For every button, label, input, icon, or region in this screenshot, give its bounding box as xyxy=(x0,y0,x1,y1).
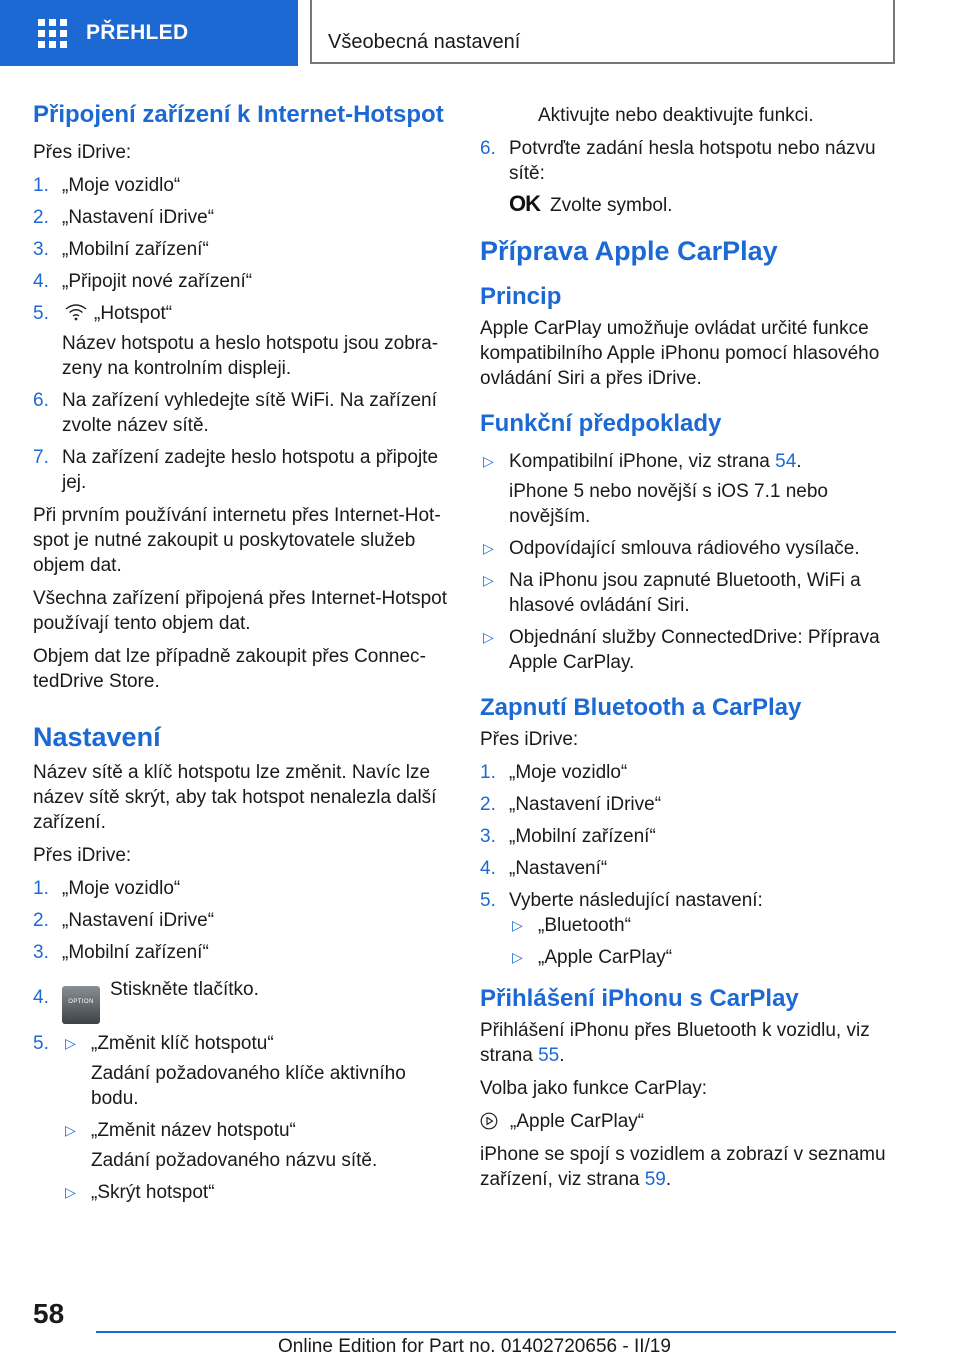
list-item: ▷ „Skrýt hotspot“ xyxy=(65,1182,215,1203)
bluetooth-heading: Zapnutí Bluetooth a CarPlay xyxy=(480,694,802,721)
via-idrive-text: Přes iDrive: xyxy=(33,845,132,866)
carplay-heading: Příprava Apple CarPlay xyxy=(480,236,778,266)
play-circle-icon xyxy=(480,1112,498,1130)
paragraph: Objem dat lze případně zakoupit přes ConnectedDrive Store. xyxy=(33,646,426,692)
hotspot-steps xyxy=(33,173,453,495)
ok-icon: OK xyxy=(509,191,540,216)
triangle-bullet-icon: ▷ xyxy=(65,1035,76,1051)
prereq-heading: Funkční předpoklady xyxy=(480,410,722,437)
overview-tab-label: PŘEHLED xyxy=(86,21,189,44)
triangle-bullet-icon: ▷ xyxy=(512,917,523,933)
option-button-icon: OPTION xyxy=(62,986,100,1024)
triangle-bullet-icon: ▷ xyxy=(483,453,494,469)
grid-menu-icon xyxy=(38,19,67,48)
login-heading: Přihlášení iPhonu s CarPlay xyxy=(480,985,799,1012)
list-item: 5. ▷ „Změnit klíč hotspotu“ Zadání požadovaného klíče aktivního bodu. ▷ „Změnit název hotspotu“ Zadání požadovaného názvu sítě. ▷ „Skrýt hotspot“ xyxy=(33,1031,453,1205)
list-item: 3. „Mobilní zařízení“ xyxy=(33,942,209,963)
page-link[interactable]: 54 xyxy=(775,451,797,472)
list-item: 5. „Hotspot“ Název hotspotu a heslo hotspotu jsou zobrazeny na kontrolním displeji. xyxy=(33,303,439,379)
list-item: ▷ „Bluetooth“ xyxy=(512,915,631,936)
list-item: 5. Vyberte následující nastavení: ▷ „Bluetooth“ ▷ „Apple CarPlay“ xyxy=(480,888,900,970)
wifi-icon xyxy=(64,303,88,321)
triangle-bullet-icon: ▷ xyxy=(483,540,494,556)
continuation-text: Aktivujte nebo deaktivujte funkci. xyxy=(538,105,814,126)
list-item: 2. „Nastavení iDrive“ xyxy=(480,794,662,815)
page-header xyxy=(0,0,960,66)
page-link[interactable]: 55 xyxy=(538,1045,560,1066)
principle-heading: Princip xyxy=(480,283,562,310)
function-select-text: Volba jako funkce CarPlay: xyxy=(480,1078,708,1099)
triangle-bullet-icon: ▷ xyxy=(65,1122,76,1138)
list-item: ▷ Objednání služby ConnectedDrive: Příprava Apple CarPlay. xyxy=(483,627,880,673)
left-column xyxy=(33,100,453,1213)
prerequisites-list xyxy=(480,449,900,675)
list-item: ▷ „Změnit klíč hotspotu“ Zadání požadovaného klíče aktivního bodu. xyxy=(65,1033,406,1109)
list-item: ▷ Na iPhonu jsou zapnuté Bluetooth, WiFi a hlasové ovládání Siri. xyxy=(483,570,861,616)
paragraph: Při prvním používání internetu přes Internet-Hotspot je nutné zakoupit u poskytovatele služeb objem dat. xyxy=(33,505,441,576)
section-title: Všeobecná nastavení xyxy=(310,0,895,64)
settings-heading: Nastavení xyxy=(33,722,161,752)
confirm-steps xyxy=(480,136,900,218)
triangle-bullet-icon: ▷ xyxy=(483,629,494,645)
list-item: 1. „Moje vozidlo“ xyxy=(33,878,181,899)
list-item: 7. Na zařízení zadejte heslo hotspotu a připojte jej. xyxy=(33,447,439,493)
list-item: 3. „Mobilní zařízení“ xyxy=(33,239,209,260)
list-item: 2. „Nastavení iDrive“ xyxy=(33,910,215,931)
hotspot-options xyxy=(62,1031,453,1205)
page-link[interactable]: 59 xyxy=(644,1169,666,1190)
list-item: ▷ Odpovídající smlouva rádiového vysílače. xyxy=(483,538,860,559)
footer-divider xyxy=(96,1331,896,1333)
via-idrive-text: Přes iDrive: xyxy=(33,142,132,163)
hotspot-heading: Připojení zařízení k Internet-Hotspot xyxy=(33,101,444,128)
bluetooth-options xyxy=(509,913,900,970)
overview-tab[interactable] xyxy=(0,0,298,66)
carplay-option: „Apple CarPlay“ xyxy=(480,1109,900,1134)
list-item: 1. „Moje vozidlo“ xyxy=(33,175,181,196)
list-item: 1. „Moje vozidlo“ xyxy=(480,762,628,783)
principle-paragraph: Apple CarPlay umožňuje ovládat určité funkce kompatibilního Apple iPhonu pomocí hlasového ovládání Siri a přes iDrive. xyxy=(480,318,880,389)
bluetooth-steps xyxy=(480,760,900,970)
triangle-bullet-icon: ▷ xyxy=(483,572,494,588)
paragraph: Všechna zařízení připojená přes Internet-Hotspot používají tento objem dat. xyxy=(33,588,448,634)
list-item: 4. „Nastavení“ xyxy=(480,858,608,879)
list-item: 2. „Nastavení iDrive“ xyxy=(33,207,215,228)
list-item: 4. „Připojit nové zařízení“ xyxy=(33,271,253,292)
list-item: 4. OPTIONStiskněte tlačítko. xyxy=(33,977,453,1024)
right-column xyxy=(480,100,900,1200)
page-number: 58 xyxy=(33,1298,65,1329)
triangle-bullet-icon: ▷ xyxy=(65,1184,76,1200)
list-item: ▷ Kompatibilní iPhone, viz strana 54. iPhone 5 nebo novější s iOS 7.1 nebo novějším. xyxy=(483,451,829,527)
list-item: ▷ „Změnit název hotspotu“ Zadání požadovaného názvu sítě. xyxy=(65,1120,378,1171)
via-idrive-text: Přes iDrive: xyxy=(480,729,579,750)
list-item: 6. Potvrďte zadání hesla hotspotu nebo názvu sítě: OK Zvolte symbol. xyxy=(480,138,876,216)
settings-steps xyxy=(33,876,453,1205)
list-item: 6. Na zařízení vyhledejte sítě WiFi. Na zařízení zvolte název sítě. xyxy=(33,390,437,436)
login-paragraph: Přihlášení iPhonu přes Bluetooth k vozidlu, viz strana 55. xyxy=(480,1020,870,1066)
edition-text: Online Edition for Part no. 01402720656 - II/19 xyxy=(278,1336,671,1357)
final-paragraph: iPhone se spojí s vozidlem a zobrazí v seznamu zařízení, viz strana 59. xyxy=(480,1144,886,1190)
list-item: ▷ „Apple CarPlay“ xyxy=(512,947,673,968)
triangle-bullet-icon: ▷ xyxy=(512,949,523,965)
settings-paragraph: Název sítě a klíč hotspotu lze změnit. Navíc lze název sítě skrýt, aby tak hotspot nenalezla další zařízení. xyxy=(33,762,437,833)
list-item: 3. „Mobilní zařízení“ xyxy=(480,826,656,847)
